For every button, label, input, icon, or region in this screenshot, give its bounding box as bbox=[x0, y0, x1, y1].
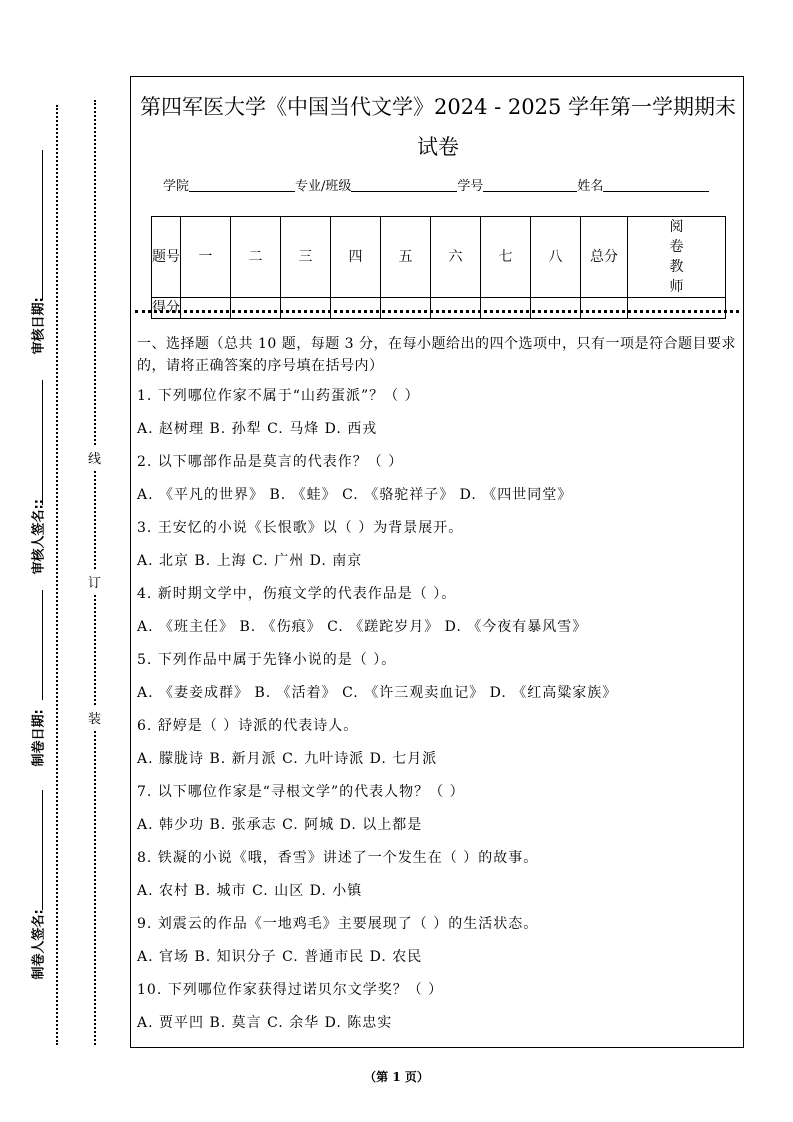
binding-mark-ding: 订 bbox=[88, 570, 101, 593]
section-divider bbox=[135, 310, 739, 313]
reviewer-sign-label: 审核人签名:: bbox=[31, 499, 47, 575]
student-id-label: 学号 bbox=[457, 179, 484, 194]
score-cell[interactable] bbox=[481, 298, 531, 319]
reviewer-sign-line bbox=[42, 380, 43, 505]
section-instruction: 一、选择题（总共 10 题，每题 3 分，在每小题给出的四个选项中，只有一项是符合题目要求的，请将正确答案的序号填在括号内） bbox=[137, 336, 737, 374]
answer-options: A. 北京 B. 上海 C. 广州 D. 南京 bbox=[137, 553, 363, 569]
row-label-question: 题号 bbox=[152, 217, 181, 298]
column-header: 四 bbox=[331, 217, 381, 298]
question-text: 5. 下列作品中属于先锋小说的是（ ）。 bbox=[137, 652, 397, 668]
question-text: 8. 铁凝的小说《哦，香雪》讲述了一个发生在（ ）的故事。 bbox=[137, 850, 539, 866]
left-dotted-line bbox=[56, 105, 58, 1045]
answer-options: A. 农村 B. 城市 C. 山区 D. 小镇 bbox=[137, 883, 363, 899]
question-text: 4. 新时期文学中，伤痕文学的代表作品是（ ）。 bbox=[137, 586, 457, 602]
question-text: 2. 以下哪部作品是莫言的代表作？（ ） bbox=[137, 454, 404, 470]
column-header: 五 bbox=[381, 217, 431, 298]
exam-title: 第四军医大学《中国当代文学》2024 - 2025 学年第一学期期末试卷 bbox=[139, 95, 736, 159]
name-field[interactable] bbox=[603, 179, 709, 192]
major-label: 专业/班级 bbox=[295, 179, 352, 194]
name-label: 姓名 bbox=[577, 179, 604, 194]
answer-options: A. 贾平凹 B. 莫言 C. 余华 D. 陈忠实 bbox=[137, 1015, 393, 1031]
binding-mark-xian: 线 bbox=[88, 446, 101, 469]
question-text: 3. 王安忆的小说《长恨歌》以（ ）为背景展开。 bbox=[137, 520, 464, 536]
college-field[interactable] bbox=[189, 179, 295, 192]
page-number: （第 1 页） bbox=[364, 1070, 429, 1084]
preparer-sign-label: 制卷人签名: bbox=[31, 909, 47, 980]
score-cell[interactable] bbox=[181, 298, 231, 319]
answer-options: A. 《妻妾成群》 B. 《活着》 C. 《许三观卖血记》 D. 《红高粱家族》 bbox=[137, 685, 618, 701]
question-number-row bbox=[152, 217, 726, 298]
student-id-field[interactable] bbox=[483, 179, 577, 192]
review-date-line bbox=[42, 150, 43, 300]
score-cell[interactable] bbox=[231, 298, 281, 319]
score-table bbox=[151, 216, 726, 319]
answer-options: A. 《班主任》 B. 《伤痕》 C. 《蹉跎岁月》 D. 《今夜有暴风雪》 bbox=[137, 619, 588, 635]
college-label: 学院 bbox=[163, 179, 190, 194]
student-info-row bbox=[163, 175, 709, 194]
answer-options: A. 韩少功 B. 张承志 C. 阿城 D. 以上都是 bbox=[137, 817, 423, 833]
score-cell[interactable] bbox=[281, 298, 331, 319]
prepare-date-line bbox=[42, 590, 43, 700]
prepare-date-label: 制卷日期: bbox=[31, 709, 47, 767]
question-text: 1. 下列哪位作家不属于“山药蛋派”？（ ） bbox=[137, 388, 420, 404]
question-text: 9. 刘震云的作品《一地鸡毛》主要展现了（ ）的生活状态。 bbox=[137, 916, 539, 932]
total-score-cell[interactable] bbox=[581, 298, 628, 319]
answer-options: A. 官场 B. 知识分子 C. 普通市民 D. 农民 bbox=[137, 949, 423, 965]
column-header: 二 bbox=[231, 217, 281, 298]
question-text: 6. 舒婷是（ ）诗派的代表诗人。 bbox=[137, 718, 359, 734]
binding-mark-zhuang: 装 bbox=[88, 706, 101, 729]
preparer-sign-line bbox=[42, 790, 43, 910]
column-header-total: 总分 bbox=[581, 217, 628, 298]
review-date-label: 审核日期: bbox=[31, 297, 47, 355]
column-header-grader: 阅卷教师 bbox=[628, 217, 726, 298]
score-cell[interactable] bbox=[531, 298, 581, 319]
column-header: 八 bbox=[531, 217, 581, 298]
answer-options: A. 《平凡的世界》 B. 《蛙》 C. 《骆驼祥子》 D. 《四世同堂》 bbox=[137, 487, 573, 503]
column-header: 七 bbox=[481, 217, 531, 298]
score-row bbox=[152, 298, 726, 319]
answer-options: A. 赵树理 B. 孙犁 C. 马烽 D. 西戎 bbox=[137, 421, 378, 437]
question-text: 7. 以下哪位作家是“寻根文学”的代表人物？（ ） bbox=[137, 784, 465, 800]
score-cell[interactable] bbox=[381, 298, 431, 319]
score-cell[interactable] bbox=[431, 298, 481, 319]
question-section bbox=[137, 333, 737, 1046]
exam-paper-frame bbox=[130, 76, 744, 1048]
column-header: 一 bbox=[181, 217, 231, 298]
question-text: 10. 下列哪位作家获得过诺贝尔文学奖？（ ） bbox=[137, 982, 444, 998]
row-label-score: 得分 bbox=[152, 298, 181, 319]
column-header: 六 bbox=[431, 217, 481, 298]
score-cell[interactable] bbox=[331, 298, 381, 319]
major-field[interactable] bbox=[351, 179, 457, 192]
answer-options: A. 朦胧诗 B. 新月派 C. 九叶诗派 D. 七月派 bbox=[137, 751, 438, 767]
grader-cell[interactable] bbox=[628, 298, 726, 319]
column-header: 三 bbox=[281, 217, 331, 298]
